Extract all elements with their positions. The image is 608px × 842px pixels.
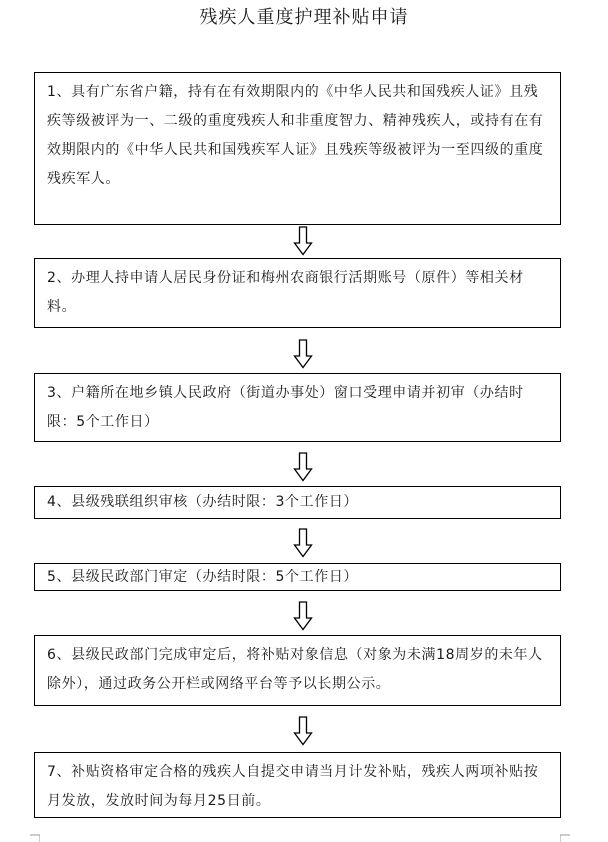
down-arrow-icon xyxy=(293,226,313,256)
step-box-1: 1、具有广东省户籍，持有在有效期限内的《中华人民共和国残疾人证》且残疾等级被评为一、二级的重度残疾人和非重度智力、精神残疾人，或持有在有效期限内的《中华人民共和国残疾军人证》且残疾等级被评为一至四级的重度残疾军人。 xyxy=(34,72,561,225)
down-arrow-icon xyxy=(293,339,313,369)
step-box-7: 7、补贴资格审定合格的残疾人自提交申请当月计发补贴，残疾人两项补贴按月发放，发放时间为每月25日前。 xyxy=(34,752,561,818)
step-box-2: 2、办理人持申请人居民身份证和梅州农商银行活期账号（原件）等相关材料。 xyxy=(34,258,561,328)
page-title: 残疾人重度护理补贴申请 xyxy=(199,7,409,28)
down-arrow-icon xyxy=(293,452,313,482)
step-box-4: 4、县级残联组织审核（办结时限：3个工作日） xyxy=(34,486,561,519)
step-box-3: 3、户籍所在地乡镇人民政府（街道办事处）窗口受理申请并初审（办结时限：5个工作日） xyxy=(34,373,561,442)
page-corner-mark-right xyxy=(560,832,570,842)
down-arrow-icon xyxy=(293,601,313,631)
step-box-6: 6、县级民政部门完成审定后，将补贴对象信息（对象为未满18周岁的未年人除外），通过政务公开栏或网络平台等予以长期公示。 xyxy=(34,635,561,706)
down-arrow-icon xyxy=(293,528,313,558)
step-box-5: 5、县级民政部门审定（办结时限：5个工作日） xyxy=(34,563,561,591)
page-corner-mark-left xyxy=(30,832,40,842)
down-arrow-icon xyxy=(293,716,313,746)
